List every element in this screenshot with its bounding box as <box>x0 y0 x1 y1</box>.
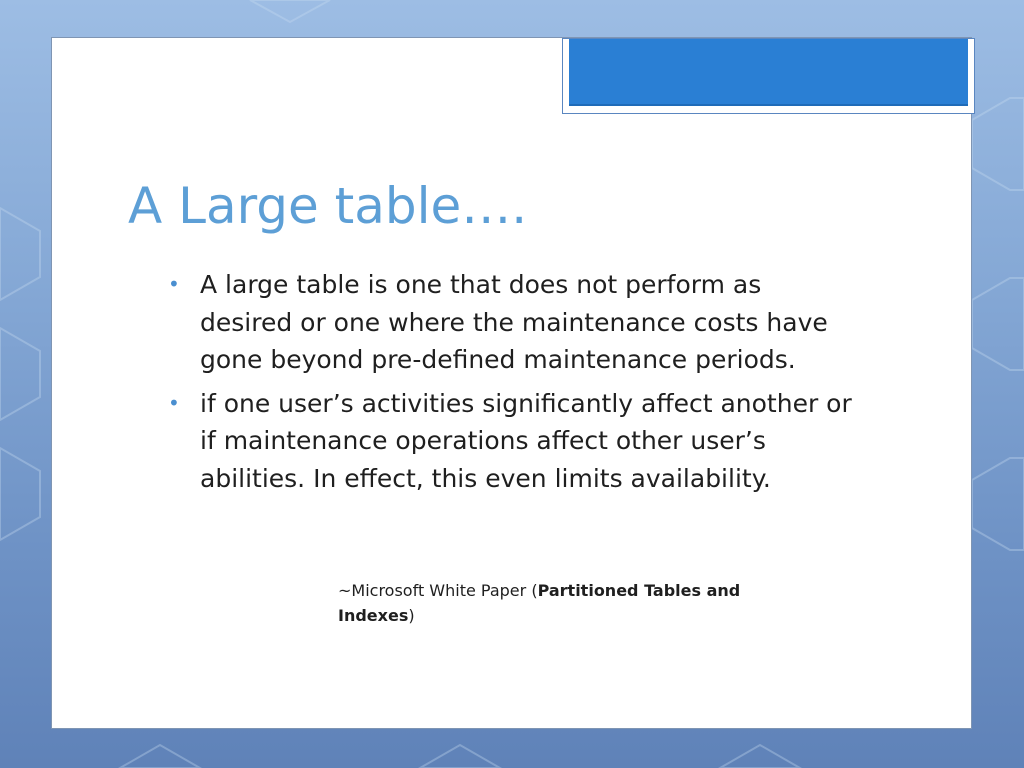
bullet-item-2 <box>168 385 858 498</box>
header-accent-frame <box>562 38 975 114</box>
bullet-text: A large table is one that does not perform as desired or one where the maintenance costs have gone beyond pre-defined maintenance periods. <box>200 270 828 374</box>
citation-title: Partitioned Tables and Indexes <box>338 581 741 625</box>
bullet-item-1 <box>168 266 858 379</box>
citation-suffix: ) <box>408 606 415 625</box>
citation <box>338 578 808 628</box>
header-accent-block <box>569 39 968 106</box>
citation-prefix: ~Microsoft White Paper ( <box>338 581 538 600</box>
bullet-list <box>168 266 858 503</box>
slide-title: A Large table…. <box>128 177 528 235</box>
bullet-icon: • <box>168 272 180 296</box>
bullet-icon: • <box>168 390 180 415</box>
bullet-text: if one user’s activities significantly affect another or if maintenance operations affect other user’s abilities. In effect, this even limits availability. <box>200 388 852 493</box>
